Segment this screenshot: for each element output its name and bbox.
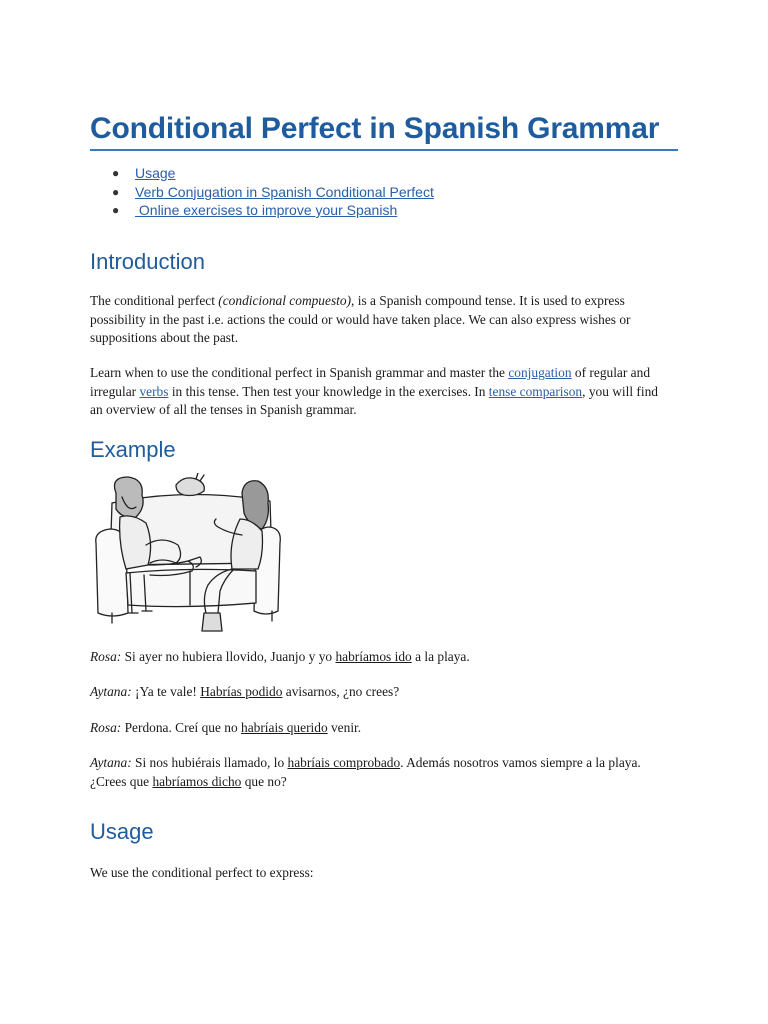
page-title: Conditional Perfect in Spanish Grammar <box>90 112 660 145</box>
toc-link-conjugation[interactable]: Verb Conjugation in Spanish Conditional Perfect <box>135 183 434 200</box>
bullet-icon: ● <box>112 184 120 199</box>
conditional-perfect-verb: habríais comprobado <box>287 755 401 770</box>
link-verbs[interactable]: verbs <box>139 383 169 399</box>
link-tense-comparison[interactable]: tense comparison <box>488 383 583 399</box>
speaker-name: Rosa: <box>90 649 122 664</box>
heading-example: Example <box>90 437 176 462</box>
speaker-name: Aytana: <box>90 755 132 770</box>
bullet-icon: ● <box>112 166 120 180</box>
intro-paragraph-2 <box>90 364 660 420</box>
bullet-icon: ● <box>112 203 120 217</box>
dialogue-text: que no? <box>241 773 287 789</box>
conditional-perfect-verb: habríamos ido <box>335 649 412 664</box>
dialogue-text: Si nos hubiérais llamado, lo <box>131 755 288 770</box>
toc-item-conjugation <box>112 183 434 202</box>
dialogue-line-1 <box>90 648 660 667</box>
dialogue-line-3 <box>90 719 660 738</box>
intro-text: in this tense. Then test your knowledge in the exercises. In <box>168 383 489 399</box>
intro-paragraph-1 <box>90 292 660 348</box>
toc-link-usage[interactable]: Usage <box>135 165 176 181</box>
intro-term: (condicional compuesto) <box>218 293 352 308</box>
conditional-perfect-verb: habríais querido <box>241 720 328 735</box>
toc-link-exercises[interactable]: Online exercises to improve your Spanish <box>135 202 398 218</box>
conditional-perfect-verb: habríamos dicho <box>152 773 242 789</box>
heading-introduction: Introduction <box>90 249 205 274</box>
dialogue-text: . Además nosotros vamos siempre a la playa. ¿Crees que <box>90 755 641 789</box>
conditional-perfect-verb: Habrías podido <box>200 684 283 699</box>
intro-text: , you will find an overview of all the tenses in Spanish grammar. <box>90 383 659 417</box>
table-of-contents <box>112 164 434 220</box>
toc-item-exercises <box>112 201 434 220</box>
sofa-illustration <box>92 473 282 635</box>
dialogue-text: ¡Ya te vale! <box>131 684 201 699</box>
intro-text: Learn when to use the conditional perfect in Spanish grammar and master the <box>90 365 509 380</box>
title-underline <box>90 149 678 151</box>
dialogue-text: Si ayer no hubiera llovido, Juanjo y yo <box>121 649 336 664</box>
dialogue-text: venir. <box>327 720 362 735</box>
intro-text: , is a Spanish compound tense. It is used to express possibility in the past i.e. actions the could or would have taken place. We can also express wishes or suppositions about the past. <box>90 293 631 345</box>
intro-text: of regular and irregular <box>90 365 651 399</box>
dialogue-text: a la playa. <box>411 649 470 664</box>
dialogue-line-2 <box>90 683 660 702</box>
heading-usage: Usage <box>90 819 154 844</box>
speaker-name: Rosa: <box>90 720 122 735</box>
dialogue-text: avisarnos, ¿no crees? <box>282 684 400 699</box>
dialogue-text: Perdona. Creí que no <box>121 720 241 735</box>
toc-item-usage <box>112 164 434 183</box>
intro-text: The conditional perfect <box>90 293 219 308</box>
link-conjugation[interactable]: conjugation <box>508 365 572 380</box>
usage-paragraph: We use the conditional perfect to express: <box>90 865 314 880</box>
speaker-name: Aytana: <box>90 684 132 699</box>
dialogue-line-4 <box>90 754 680 791</box>
